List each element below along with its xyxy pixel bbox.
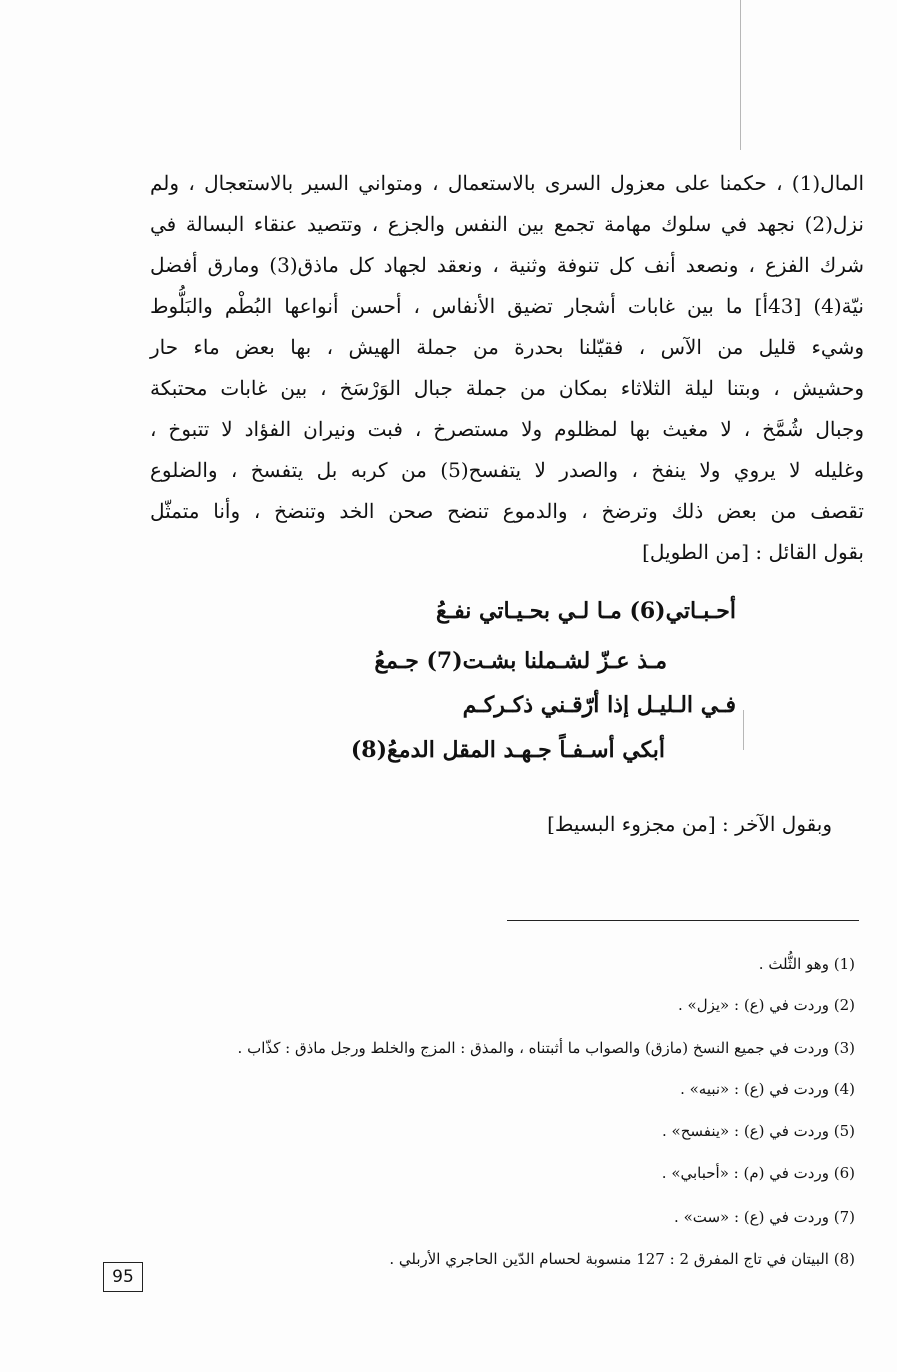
- verse-line: مـذ عـزّ لشـملنا بشـت(7) جـمعُ: [374, 648, 667, 674]
- main-paragraph: [150, 163, 864, 573]
- page-number: 95: [103, 1262, 143, 1292]
- footnote: (1) وهو الثُّلث .: [758, 955, 855, 973]
- scan-mark: [740, 0, 741, 150]
- footnote: (4) وردت في (ع) : «نبيه» .: [680, 1080, 855, 1098]
- meter-line: وبقول الآخر : [من مجزوء البسيط]: [547, 812, 832, 836]
- text-line: شرك الفزع ، ونصعد أنف كل تنوفة وثنية ، ونعقد لجهاد كل ماذق(3) ومارق أفضل: [150, 253, 865, 277]
- scan-mark: [743, 710, 744, 750]
- text-line: بقول القائل : [من الطويل]: [642, 540, 864, 564]
- verse-line: أحـبـاتي(6) مـا لـي بحـيـاتي نفـعُ: [435, 598, 736, 624]
- footnote: (6) وردت في (م) : «أحبابي» .: [661, 1164, 855, 1182]
- text-line: المال(1) ، حكمنا على معزول السرى بالاستعمال ، ومتواني السير بالاستعجال ، ولم: [150, 171, 864, 195]
- text-line: نزل(2) نجهد في سلوك مهامة تجمع بين النفس والجزع ، وتتصيد عنقاء البسالة في: [150, 212, 864, 236]
- text-line: وجبال شُمَّخ ، لا مغيث بها لمظلوم ولا مستصرخ ، فبت ونيران الفؤاد لا تتبوخ ،: [150, 417, 865, 441]
- footnote: (5) وردت في (ع) : «ينفسح» .: [661, 1122, 855, 1140]
- footnote: (8) البيتان في تاج المفرق 2 : 127 منسوبة لحسام الدّين الحاجري الأربلي .: [389, 1250, 855, 1268]
- text-line: تقصف من بعض ذلك وترضخ ، والدموع تنضح صحن الخد وتنضخ ، وأنا متمثّل: [150, 499, 864, 523]
- verse-line: أبكي أسـفـاً جـهـد المقل الدمعُ(8): [350, 737, 665, 763]
- text-line: وحشيش ، وبتنا ليلة الثلاثاء بمكان من جملة جبال الوَرْسَخ ، بين غابات محتبكة: [150, 376, 864, 400]
- footnote-separator: [507, 920, 859, 921]
- footnote: (3) وردت في جميع النسخ (مازق) والصواب ما أثبتناه ، والمذق : المزج والخلط ورجل ماذق : كذّاب .: [237, 1039, 855, 1057]
- text-line: وغليله لا يروي ولا ينفخ ، والصدر لا يتفسح(5) من كربه بل يتفسخ ، والضلوع: [150, 458, 864, 482]
- footnote: (7) وردت في (ع) : «ست» .: [674, 1208, 855, 1226]
- verse-line: فـي الـليـل إذا أرّقـني ذكـركـم: [462, 692, 736, 718]
- text-line: وشيء قليل من الآس ، فقيّلنا بحدرة من جملة الهيش ، بها بعض ماء حار: [150, 335, 865, 359]
- footnote: (2) وردت في (ع) : «يزل» .: [677, 996, 855, 1014]
- text-line: نيّة(4) [43أ] ما بين غابات أشجار تضيق الأنفاس ، أحسن أنواعها البُطْم والبَلُّوط: [150, 294, 864, 318]
